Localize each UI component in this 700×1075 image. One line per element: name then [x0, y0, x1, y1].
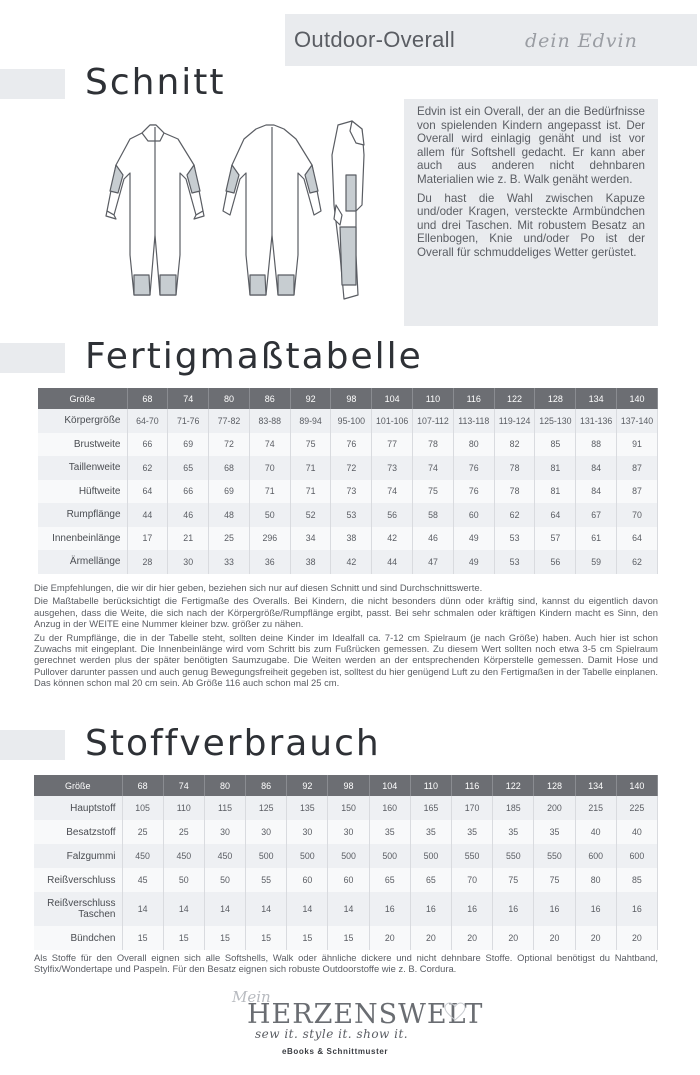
heading-schnitt: Schnitt — [85, 62, 226, 103]
row-label: Falzgummi — [34, 844, 122, 868]
table-cell: 16 — [616, 892, 657, 926]
header-cell-size-label: Größe — [34, 775, 122, 796]
table-cell: 66 — [127, 433, 168, 457]
table-cell: 75 — [290, 433, 331, 457]
table-cell: 70 — [249, 456, 290, 480]
table-cell: 75 — [413, 480, 454, 504]
table-cell: 500 — [246, 844, 287, 868]
table-cell: 16 — [575, 892, 616, 926]
table-cell: 25 — [163, 820, 204, 844]
table-cell: 20 — [410, 926, 451, 950]
table-cell: 62 — [127, 456, 168, 480]
table-cell: 105 — [122, 796, 163, 820]
header-cell-size: 116 — [453, 388, 494, 409]
table-cell: 110 — [163, 796, 204, 820]
table-cell: 70 — [452, 868, 493, 892]
table-cell: 65 — [369, 868, 410, 892]
table-cell: 62 — [494, 503, 535, 527]
table-cell: 15 — [204, 926, 245, 950]
table-cell: 42 — [372, 527, 413, 551]
table-cell: 95-100 — [331, 409, 372, 433]
header-cell-size: 74 — [168, 388, 209, 409]
logo-mein: Mein — [232, 988, 271, 1006]
table-cell: 53 — [331, 503, 372, 527]
table-cell: 20 — [575, 926, 616, 950]
table-cell: 15 — [122, 926, 163, 950]
table-row — [34, 892, 658, 926]
table-cell: 137-140 — [617, 409, 658, 433]
document-title: Outdoor-Overall — [294, 27, 456, 52]
table-cell: 215 — [575, 796, 616, 820]
table-row — [38, 409, 658, 433]
row-label: Bündchen — [34, 926, 122, 950]
row-label: Hüftweite — [38, 480, 127, 504]
table-cell: 35 — [493, 820, 534, 844]
table-cell: 75 — [493, 868, 534, 892]
table-cell: 16 — [369, 892, 410, 926]
header-cell-size: 92 — [290, 388, 331, 409]
garment-front-view — [106, 125, 204, 295]
table-cell: 69 — [209, 480, 250, 504]
table-cell: 68 — [209, 456, 250, 480]
note-paragraph: Die Empfehlungen, die wir dir hier geben, beziehen sich nur auf diesen Schnitt und sind Durchschnittswerte. — [34, 582, 483, 593]
table-cell: 74 — [413, 456, 454, 480]
table-cell: 14 — [246, 892, 287, 926]
stoffverbrauch-table — [34, 775, 658, 950]
row-label: Körpergröße — [38, 409, 127, 433]
header-cell-size: 80 — [209, 388, 250, 409]
table-cell: 28 — [127, 550, 168, 574]
row-label: Hauptstoff — [34, 796, 122, 820]
table-cell: 165 — [410, 796, 451, 820]
table-cell: 600 — [575, 844, 616, 868]
section-bar-fertig — [0, 343, 65, 373]
table-cell: 125 — [246, 796, 287, 820]
garment-side-view — [332, 121, 364, 299]
table-cell: 20 — [452, 926, 493, 950]
table-cell: 57 — [535, 527, 576, 551]
header-cell-size: 134 — [576, 388, 617, 409]
table-cell: 45 — [122, 868, 163, 892]
table-row — [38, 480, 658, 504]
table-cell: 20 — [369, 926, 410, 950]
table-cell: 50 — [163, 868, 204, 892]
table-cell: 150 — [328, 796, 369, 820]
table-cell: 75 — [534, 868, 575, 892]
table-cell: 47 — [413, 550, 454, 574]
table-cell: 40 — [616, 820, 657, 844]
table-row — [38, 527, 658, 551]
header-cell-size-label: Größe — [38, 388, 127, 409]
table-cell: 135 — [287, 796, 328, 820]
table-cell: 71 — [249, 480, 290, 504]
header-cell-size: 140 — [616, 775, 657, 796]
header-cell-size: 86 — [249, 388, 290, 409]
table-cell: 160 — [369, 796, 410, 820]
row-label: Ärmellänge — [38, 550, 127, 574]
table-cell: 101-106 — [372, 409, 413, 433]
table-cell: 73 — [331, 480, 372, 504]
table-row — [34, 868, 658, 892]
table-header-row — [34, 775, 658, 796]
table-cell: 119-124 — [494, 409, 535, 433]
table-cell: 500 — [369, 844, 410, 868]
table-header-row — [38, 388, 658, 409]
row-label: Rumpflänge — [38, 503, 127, 527]
table-cell: 35 — [369, 820, 410, 844]
header-cell-size: 116 — [452, 775, 493, 796]
table-cell: 30 — [204, 820, 245, 844]
header-cell-size: 92 — [287, 775, 328, 796]
table-cell: 14 — [122, 892, 163, 926]
table-cell: 107-112 — [413, 409, 454, 433]
header-cell-size: 74 — [163, 775, 204, 796]
header-cell-size: 86 — [246, 775, 287, 796]
header-cell-size: 104 — [369, 775, 410, 796]
table-cell: 76 — [453, 480, 494, 504]
table-cell: 38 — [290, 550, 331, 574]
header-cell-size: 122 — [493, 775, 534, 796]
table-cell: 64 — [127, 480, 168, 504]
table-cell: 50 — [249, 503, 290, 527]
table-cell: 84 — [576, 456, 617, 480]
table-cell: 62 — [617, 550, 658, 574]
table-cell: 25 — [122, 820, 163, 844]
description-paragraph: Edvin ist ein Overall, der an die Bedürfnisse von spielenden Kindern angepasst ist. Der Overall wird einlagig genäht und ist vor allem für Softshell gedacht. Er kann aber auch aus anderen nicht dehnbaren Materialien wie z. B. Walk genäht werden. — [417, 105, 645, 186]
table-row — [34, 844, 658, 868]
table-cell: 76 — [331, 433, 372, 457]
row-label: Besatzstoff — [34, 820, 122, 844]
table-cell: 500 — [410, 844, 451, 868]
note-paragraph: Zu der Rumpflänge, die in der Tabelle steht, sollten deine Kinder im Idealfall ca. 7-12 cm Spielraum (je nach Größe) haben. Auch hier ist schon Zuwachs mit eingeplant. Die Innenbeinlänge wird vom Schritt bis zum Fußrücken gemessen. Zu diesem Wert sollten noch etwa 3-5 cm Spielraum gerechnet werden plus der später benötigten Saumzugabe. Die Weiten werden an der entsprechenden Körperstelle gemessen. Damit Hose und Pullover darunter passen und auch genug Bewegungsfreiheit gegeben ist, solltest du hier genügend Luft zu den Fertigmaßen in der Tabelle einplanen. Das können schon mal 20 cm sein. Ab Größe 116 auch schon mal 25 cm. — [34, 631, 658, 689]
header-cell-size: 98 — [331, 388, 372, 409]
table-cell: 72 — [331, 456, 372, 480]
garment-back-view — [223, 125, 321, 295]
table-cell: 450 — [122, 844, 163, 868]
table-cell: 16 — [410, 892, 451, 926]
table-cell: 550 — [452, 844, 493, 868]
schnitt-description — [404, 99, 658, 326]
table-cell: 72 — [209, 433, 250, 457]
table-cell: 88 — [576, 433, 617, 457]
table-cell: 30 — [287, 820, 328, 844]
header-cell-size: 110 — [410, 775, 451, 796]
table-cell: 20 — [534, 926, 575, 950]
table-cell: 35 — [410, 820, 451, 844]
note-paragraph: Die Maßtabelle berücksichtigt die Fertigmaße des Overalls. Bei Kindern, die nicht besonders dünn oder kräftig sind, kannst du eigentlich davon ausgehen, dass die Weite, die sich nach der Körpergröße/Rumpflänge ergibt, passt. Bei sehr schmalen oder kräftigen Kindern macht es Sinn, den Anzug in der WEITE eine Nummer kleiner bzw. größer zu nähen. — [34, 595, 658, 630]
table-cell: 30 — [328, 820, 369, 844]
table-cell: 65 — [168, 456, 209, 480]
table-cell: 71 — [290, 480, 331, 504]
table-cell: 66 — [168, 480, 209, 504]
table-cell: 64-70 — [127, 409, 168, 433]
table-cell: 64 — [617, 527, 658, 551]
table-cell: 74 — [249, 433, 290, 457]
row-label: Reißverschluss — [34, 868, 122, 892]
table-cell: 16 — [534, 892, 575, 926]
table-cell: 14 — [204, 892, 245, 926]
table-cell: 450 — [204, 844, 245, 868]
table-cell: 20 — [493, 926, 534, 950]
table-row — [34, 926, 658, 950]
table-cell: 58 — [413, 503, 454, 527]
table-cell: 82 — [494, 433, 535, 457]
table-cell: 30 — [168, 550, 209, 574]
table-cell: 38 — [331, 527, 372, 551]
title-script: dein Edvin — [525, 30, 638, 52]
fertigmass-table — [38, 388, 658, 574]
table-cell: 46 — [168, 503, 209, 527]
table-cell: 84 — [576, 480, 617, 504]
table-cell: 450 — [163, 844, 204, 868]
table-cell: 83-88 — [249, 409, 290, 433]
table-cell: 33 — [209, 550, 250, 574]
section-bar-stoff — [0, 730, 65, 760]
table-row — [38, 456, 658, 480]
logo-slogan: sew it. style it. show it. — [255, 1027, 409, 1041]
logo-herzenswelt: HERZENSWELT — [247, 999, 484, 1030]
table-cell: 40 — [575, 820, 616, 844]
table-cell: 78 — [494, 480, 535, 504]
table-cell: 170 — [452, 796, 493, 820]
table-cell: 87 — [617, 456, 658, 480]
table-cell: 53 — [494, 527, 535, 551]
table-cell: 44 — [372, 550, 413, 574]
header-cell-size: 80 — [204, 775, 245, 796]
table-cell: 17 — [127, 527, 168, 551]
table-cell: 52 — [290, 503, 331, 527]
table-cell: 44 — [127, 503, 168, 527]
table-cell: 50 — [204, 868, 245, 892]
table-cell: 48 — [209, 503, 250, 527]
table-row — [38, 433, 658, 457]
table-cell: 200 — [534, 796, 575, 820]
table-cell: 85 — [616, 868, 657, 892]
table-cell: 25 — [209, 527, 250, 551]
table-cell: 61 — [576, 527, 617, 551]
table-row — [38, 550, 658, 574]
row-label: Reißverschluss Taschen — [34, 892, 122, 926]
row-label: Innenbeinlänge — [38, 527, 127, 551]
table-cell: 76 — [453, 456, 494, 480]
stoff-note: Als Stoffe für den Overall eignen sich alle Softshells, Walk oder ähnliche dickere und nicht dehnbare Stoffe. Optional benötigst du Nahtband, Stylfix/Wondertape und Paspeln. Für den Besatz eignen sich robuste Outdoorstoffe wie z. B. Cordura. — [34, 952, 658, 975]
header-cell-size: 68 — [122, 775, 163, 796]
table-cell: 55 — [246, 868, 287, 892]
table-cell: 56 — [372, 503, 413, 527]
fertig-notes — [34, 582, 658, 691]
garment-illustrations — [90, 115, 390, 315]
table-cell: 91 — [617, 433, 658, 457]
table-cell: 46 — [413, 527, 454, 551]
table-cell: 16 — [452, 892, 493, 926]
heart-icon — [444, 1002, 466, 1022]
table-cell: 89-94 — [290, 409, 331, 433]
table-cell: 78 — [413, 433, 454, 457]
table-cell: 113-118 — [453, 409, 494, 433]
table-cell: 60 — [453, 503, 494, 527]
table-cell: 15 — [163, 926, 204, 950]
header-cell-size: 128 — [535, 388, 576, 409]
table-cell: 60 — [328, 868, 369, 892]
table-cell: 60 — [287, 868, 328, 892]
row-label: Taillenweite — [38, 456, 127, 480]
table-cell: 550 — [493, 844, 534, 868]
table-cell: 71-76 — [168, 409, 209, 433]
table-row — [34, 796, 658, 820]
table-cell: 115 — [204, 796, 245, 820]
table-cell: 14 — [328, 892, 369, 926]
table-cell: 30 — [246, 820, 287, 844]
table-cell: 500 — [328, 844, 369, 868]
table-cell: 67 — [576, 503, 617, 527]
table-cell: 81 — [535, 480, 576, 504]
table-cell: 500 — [287, 844, 328, 868]
description-paragraph: Du hast die Wahl zwischen Kapuze und/oder Kragen, versteckte Armbündchen und drei Taschen. Mit robustem Besatz an Ellenbogen, Knie und/oder Po ist der Overall für schmuddeliges Wetter gerüstet. — [417, 191, 645, 259]
row-label: Brustweite — [38, 433, 127, 457]
table-cell: 21 — [168, 527, 209, 551]
table-cell: 87 — [617, 480, 658, 504]
table-cell: 16 — [493, 892, 534, 926]
section-bar-schnitt — [0, 69, 65, 99]
table-cell: 56 — [535, 550, 576, 574]
table-cell: 125-130 — [535, 409, 576, 433]
table-cell: 53 — [494, 550, 535, 574]
header-cell-size: 104 — [372, 388, 413, 409]
table-cell: 69 — [168, 433, 209, 457]
table-cell: 71 — [290, 456, 331, 480]
table-cell: 185 — [493, 796, 534, 820]
table-cell: 73 — [372, 456, 413, 480]
table-cell: 14 — [287, 892, 328, 926]
heading-fertigmasstabelle: Fertigmaßtabelle — [85, 336, 423, 377]
table-cell: 550 — [534, 844, 575, 868]
table-row — [38, 503, 658, 527]
header-cell-size: 68 — [127, 388, 168, 409]
table-cell: 42 — [331, 550, 372, 574]
table-cell: 81 — [535, 456, 576, 480]
table-cell: 77-82 — [209, 409, 250, 433]
header-cell-size: 134 — [575, 775, 616, 796]
table-cell: 15 — [328, 926, 369, 950]
table-cell: 15 — [246, 926, 287, 950]
table-cell: 296 — [249, 527, 290, 551]
table-cell: 35 — [452, 820, 493, 844]
table-cell: 64 — [535, 503, 576, 527]
table-cell: 70 — [617, 503, 658, 527]
heading-stoffverbrauch: Stoffverbrauch — [85, 723, 381, 764]
table-cell: 14 — [163, 892, 204, 926]
table-cell: 78 — [494, 456, 535, 480]
table-cell: 131-136 — [576, 409, 617, 433]
header-cell-size: 98 — [328, 775, 369, 796]
table-cell: 600 — [616, 844, 657, 868]
table-cell: 80 — [453, 433, 494, 457]
table-cell: 59 — [576, 550, 617, 574]
logo-tagline: eBooks & Schnittmuster — [282, 1047, 389, 1056]
table-cell: 36 — [249, 550, 290, 574]
table-cell: 77 — [372, 433, 413, 457]
table-cell: 49 — [453, 527, 494, 551]
table-cell: 15 — [287, 926, 328, 950]
table-cell: 80 — [575, 868, 616, 892]
table-cell: 34 — [290, 527, 331, 551]
table-cell: 20 — [616, 926, 657, 950]
header-cell-size: 128 — [534, 775, 575, 796]
table-cell: 85 — [535, 433, 576, 457]
table-cell: 35 — [534, 820, 575, 844]
table-cell: 74 — [372, 480, 413, 504]
header-cell-size: 140 — [617, 388, 658, 409]
table-cell: 225 — [616, 796, 657, 820]
table-cell: 49 — [453, 550, 494, 574]
table-row — [34, 820, 658, 844]
table-cell: 65 — [410, 868, 451, 892]
header-cell-size: 122 — [494, 388, 535, 409]
header-cell-size: 110 — [413, 388, 454, 409]
